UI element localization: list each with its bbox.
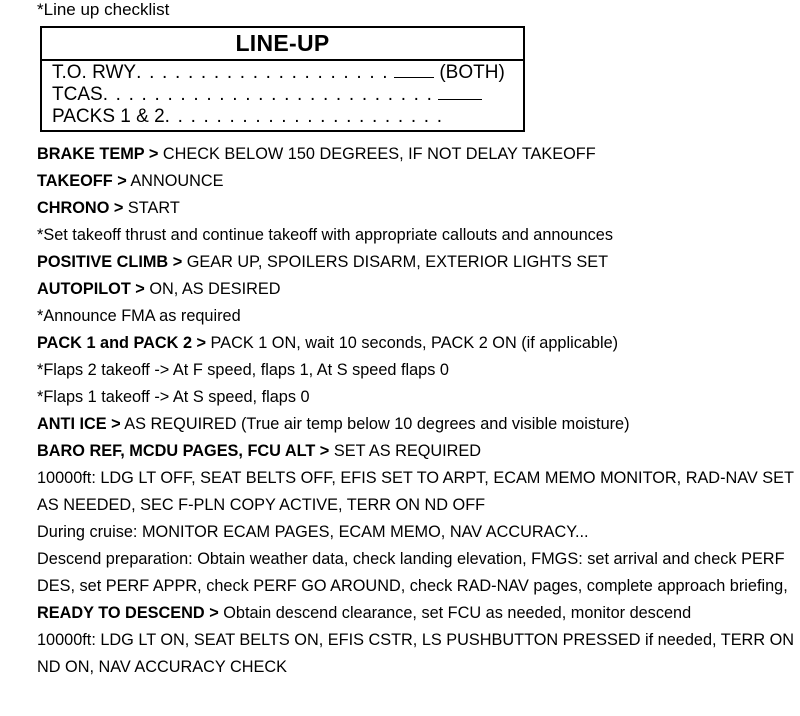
step-action: 10000ft: LDG LT OFF, SEAT BELTS OFF, EFIS SET TO ARPT, ECAM MEMO MONITOR, RAD-NAV SET AS NEEDED, SEC F-PLN COPY ACTIVE, TERR ON ND OFF [37,469,794,514]
procedure-note-thrust [37,222,797,249]
procedure-line-descend-prep [37,546,797,600]
step-action: *Flaps 2 takeoff -> At F speed, flaps 1, At S speed flaps 0 [37,361,449,379]
checklist-item-dots: . . . . . . . . . . . . . . . . . . . . . . . . . . [102,84,434,105]
checklist-item-label: T.O. RWY [52,62,137,83]
step-action: *Set takeoff thrust and continue takeoff with appropriate callouts and announces [37,226,613,244]
step-label: POSITIVE CLIMB > [37,253,183,271]
step-action: SET AS REQUIRED [329,442,482,460]
checklist-item-tcas [52,84,488,106]
lineup-checklist-box [40,26,525,132]
procedure-line-ready-to-descend [37,600,797,627]
checklist-item-to-rwy [52,62,505,84]
step-action: 10000ft: LDG LT ON, SEAT BELTS ON, EFIS CSTR, LS PUSHBUTTON PRESSED if needed, TERR ON ND ON, NAV ACCURACY CHECK [37,631,795,676]
step-action: PACK 1 ON, wait 10 seconds, PACK 2 ON (if applicable) [206,334,619,352]
step-label: PACK 1 and PACK 2 > [37,334,207,352]
checklist-item-label: PACKS 1 & 2 [52,106,165,127]
checklist-item-blank [394,62,434,78]
checklist-item-label: TCAS [52,84,103,105]
checklist-item-packs [52,106,454,128]
procedure-line-cruise [37,519,797,546]
step-action: AS REQUIRED (True air temp below 10 degrees and visible moisture) [120,415,630,433]
step-action: ON, AS DESIRED [144,280,281,298]
step-action: GEAR UP, SPOILERS DISARM, EXTERIOR LIGHTS SET [182,253,609,271]
step-action: Descend preparation: Obtain weather data, check landing elevation, FMGS: set arrival and check PERF DES, set PERF APPR, check PERF GO AROUND, check RAD-NAV pages, complete approach briefing, [37,550,788,595]
procedure-line-10000ft-descent [37,627,797,681]
step-action: *Announce FMA as required [37,307,241,325]
step-label: AUTOPILOT > [37,280,145,298]
step-action: *Flaps 1 takeoff -> At S speed, flaps 0 [37,388,310,406]
procedure-line-positive-climb [37,249,797,276]
procedure-line-packs [37,330,797,357]
procedure-note-fma [37,303,797,330]
checklist-item-dots: . . . . . . . . . . . . . . . . . . . . [136,62,389,83]
step-label: CHRONO > [37,199,124,217]
step-label: BARO REF, MCDU PAGES, FCU ALT > [37,442,330,460]
procedure-note-flaps-2 [37,357,797,384]
step-label: READY TO DESCEND > [37,604,219,622]
procedure-line-10000ft-climb [37,465,797,519]
step-action: ANNOUNCE [126,172,224,190]
step-label: TAKEOFF > [37,172,127,190]
procedure-line-anti-ice [37,411,797,438]
step-action: CHECK BELOW 150 DEGREES, IF NOT DELAY TAKEOFF [158,145,596,163]
procedure-text [37,141,797,681]
procedure-line-brake-temp [37,141,797,168]
step-label: BRAKE TEMP > [37,145,159,163]
step-action: Obtain descend clearance, set FCU as needed, monitor descend [218,604,692,622]
step-label: ANTI ICE > [37,415,121,433]
procedure-line-autopilot [37,276,797,303]
step-action: During cruise: MONITOR ECAM PAGES, ECAM MEMO, NAV ACCURACY... [37,523,589,541]
procedure-line-baro-ref [37,438,797,465]
procedure-note-flaps-1 [37,384,797,411]
checklist-item-dots: . . . . . . . . . . . . . . . . . . . . . . [164,106,444,127]
step-action: START [123,199,180,217]
checklist-item-response: (BOTH) [439,62,505,83]
checklist-item-blank [438,84,482,100]
procedure-line-takeoff [37,168,797,195]
procedure-line-chrono [37,195,797,222]
header-note: *Line up checklist [37,0,170,19]
checklist-title: LINE-UP [42,28,523,61]
